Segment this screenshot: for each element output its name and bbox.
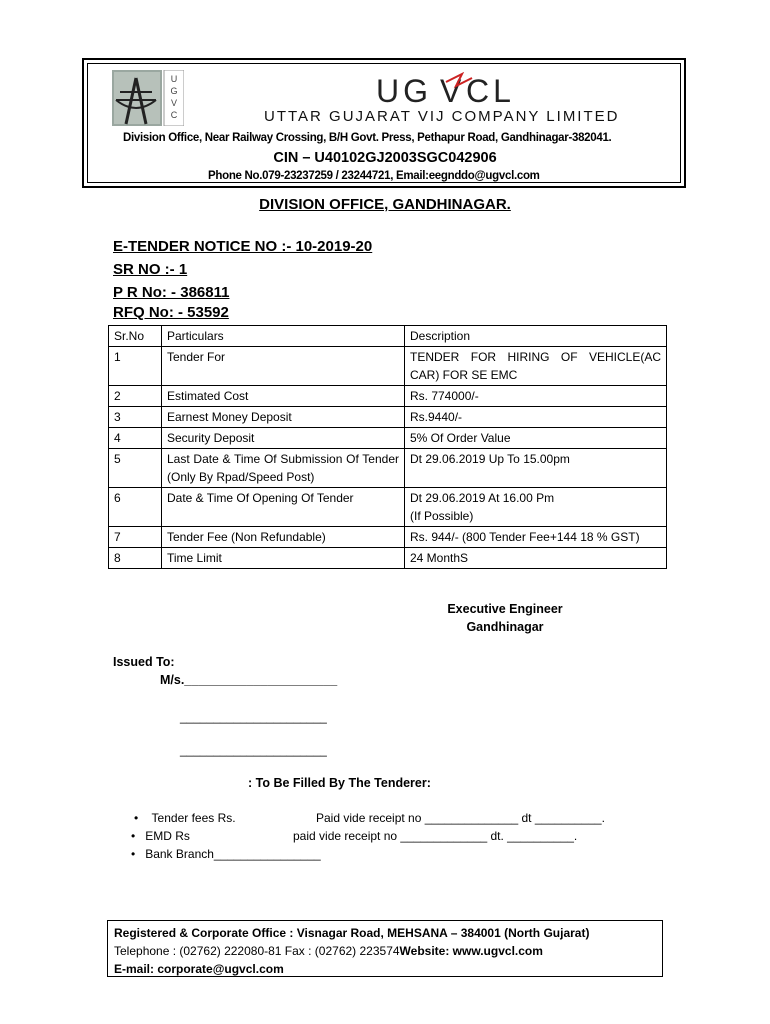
cell-particular: Last Date & Time Of Submission Of Tender (Only By Rpad/Speed Post) bbox=[162, 449, 405, 488]
header-particulars: Particulars bbox=[162, 326, 405, 347]
table-row bbox=[109, 428, 667, 449]
cell-description: 5% Of Order Value bbox=[405, 428, 667, 449]
cell-particular: Estimated Cost bbox=[162, 386, 405, 407]
table-row bbox=[109, 488, 667, 527]
cell-description: 24 MonthS bbox=[405, 548, 667, 569]
tenderer-heading: : To Be Filled By The Tenderer: bbox=[248, 776, 431, 790]
cell-description: Rs.9440/- bbox=[405, 407, 667, 428]
list-item bbox=[131, 847, 321, 861]
rfq-no: RFQ No: - 53592 bbox=[113, 304, 229, 321]
sr-no: SR NO :- 1 bbox=[113, 261, 188, 278]
cell-particular: Date & Time Of Opening Of Tender bbox=[162, 488, 405, 527]
item-detail: Paid vide receipt no ______________ dt __________. bbox=[316, 811, 605, 825]
phone-email: Phone No.079-23237259 / 23244721, Email:eegnddo@ugvcl.com bbox=[208, 170, 540, 182]
bullet-icon: • bbox=[131, 847, 146, 861]
cell-sr: 5 bbox=[109, 449, 162, 488]
cell-description: Rs. 944/- (800 Tender Fee+144 18 % GST) bbox=[405, 527, 667, 548]
cell-particular: Tender Fee (Non Refundable) bbox=[162, 527, 405, 548]
item-label: Bank Branch________________ bbox=[145, 847, 321, 861]
svg-text:G: G bbox=[170, 86, 178, 96]
issued-to-address-line: ______________________ bbox=[180, 710, 327, 724]
table-row bbox=[109, 527, 667, 548]
cin-number: CIN – U40102GJ2003SGC042906 bbox=[273, 150, 497, 166]
company-name: UTTAR GUJARAT VIJ COMPANY LIMITED bbox=[264, 108, 620, 125]
footer-website: Website: www.ugvcl.com bbox=[399, 944, 543, 958]
brand-wordmark bbox=[376, 72, 526, 110]
table-row bbox=[109, 548, 667, 569]
list-item bbox=[131, 829, 190, 843]
issued-to-label: Issued To: bbox=[113, 655, 175, 669]
cell-sr: 8 bbox=[109, 548, 162, 569]
header-description: Description bbox=[405, 326, 667, 347]
item-label: EMD Rs bbox=[145, 829, 190, 843]
bullet-icon: • bbox=[131, 829, 146, 843]
cell-description: Dt 29.06.2019 Up To 15.00pm bbox=[405, 449, 667, 488]
office-title: DIVISION OFFICE, GANDHINAGAR. bbox=[259, 196, 511, 213]
table-row bbox=[109, 407, 667, 428]
footer-phone-fax: Telephone : (02762) 222080-81 Fax : (02762) 223574 bbox=[114, 944, 400, 958]
cell-particular: Security Deposit bbox=[162, 428, 405, 449]
item-detail: paid vide receipt no _____________ dt. __________. bbox=[293, 829, 578, 843]
svg-text:U: U bbox=[170, 74, 178, 84]
footer-box bbox=[107, 920, 663, 977]
header-sr-no: Sr.No bbox=[109, 326, 162, 347]
table-row bbox=[109, 347, 667, 386]
svg-text:V: V bbox=[170, 98, 178, 108]
issued-to-ms-line: M/s.______________________ bbox=[160, 673, 338, 687]
cell-sr: 2 bbox=[109, 386, 162, 407]
list-item bbox=[134, 811, 236, 825]
cell-particular: Earnest Money Deposit bbox=[162, 407, 405, 428]
table-header-row bbox=[109, 326, 667, 347]
bullet-icon: • bbox=[134, 811, 152, 825]
svg-text:UG: UG bbox=[376, 73, 432, 109]
division-address: Division Office, Near Railway Crossing, B/H Govt. Press, Pethapur Road, Gandhinagar-382041. bbox=[123, 132, 612, 144]
svg-text:C: C bbox=[170, 110, 178, 120]
cell-sr: 6 bbox=[109, 488, 162, 527]
cell-description: Dt 29.06.2019 At 16.00 Pm (If Possible) bbox=[405, 488, 667, 527]
item-label: Tender fees Rs. bbox=[151, 811, 236, 825]
footer-contact-line bbox=[114, 942, 656, 960]
cell-description: TENDER FOR HIRING OF VEHICLE(AC CAR) FOR SE EMC bbox=[405, 347, 667, 386]
ugvcl-logo bbox=[112, 70, 182, 138]
table-row bbox=[109, 449, 667, 488]
tender-details-table bbox=[108, 325, 667, 569]
etender-notice-no: E-TENDER NOTICE NO :- 10-2019-20 bbox=[113, 238, 373, 255]
cell-sr: 7 bbox=[109, 527, 162, 548]
signatory-place: Gandhinagar bbox=[466, 620, 544, 634]
signatory-title: Executive Engineer bbox=[447, 602, 563, 616]
cell-sr: 4 bbox=[109, 428, 162, 449]
table-row bbox=[109, 386, 667, 407]
cell-sr: 3 bbox=[109, 407, 162, 428]
cell-particular: Tender For bbox=[162, 347, 405, 386]
cell-description: Rs. 774000/- bbox=[405, 386, 667, 407]
pr-no: P R No: - 386811 bbox=[113, 284, 230, 301]
issued-to-address-line: ______________________ bbox=[180, 743, 327, 757]
svg-text:CL: CL bbox=[466, 73, 515, 109]
registered-office: Registered & Corporate Office : Visnagar Road, MEHSANA – 384001 (North Gujarat) bbox=[114, 926, 590, 940]
svg-text:V: V bbox=[440, 73, 462, 109]
footer-email: E-mail: corporate@ugvcl.com bbox=[114, 962, 284, 976]
cell-particular: Time Limit bbox=[162, 548, 405, 569]
cell-sr: 1 bbox=[109, 347, 162, 386]
